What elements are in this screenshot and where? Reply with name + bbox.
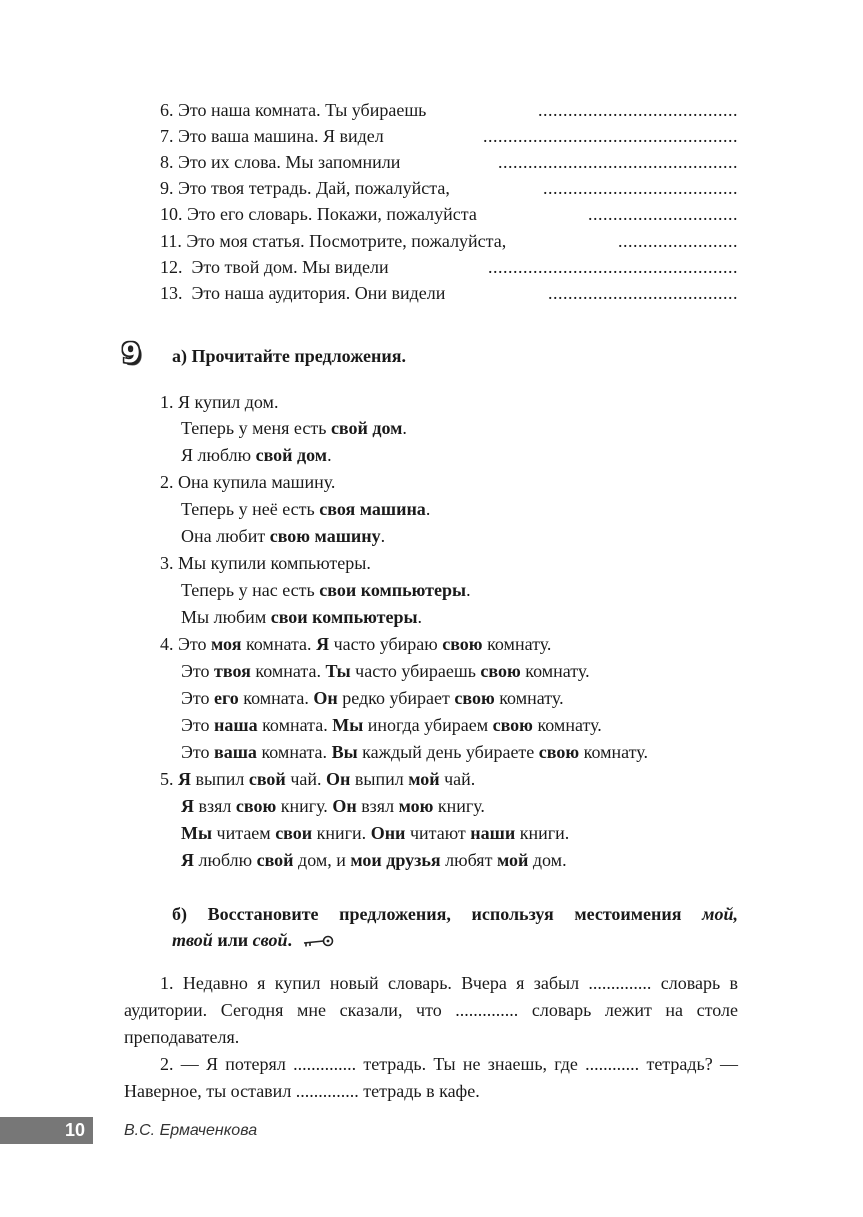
list-item: 13. Это наша аудитория. Они видели [160, 283, 446, 303]
example-line: 4. Это моя комната. Я часто убираю свою комнату. [160, 634, 552, 654]
example-line: 1. Я купил дом. [160, 392, 279, 412]
blank-dots: .............................. [588, 204, 738, 224]
list-item: 11. Это моя статья. Посмотрите, пожалуйста, [160, 231, 507, 251]
list-item: 7. Это ваша машина. Я видел [160, 126, 384, 146]
example-line: 5. Я выпил свой чай. Он выпил мой чай. [160, 769, 476, 789]
list-item: 6. Это наша комната. Ты убираешь [160, 100, 427, 120]
list-item: 12. Это твой дом. Мы видели [160, 257, 389, 277]
example-line: Я люблю свой дом, и мои друзья любят мой дом. [181, 850, 567, 870]
task-b-title: б) Восстановите предложения, используя местоимения мой, [172, 904, 739, 924]
example-line: Я люблю свой дом. [181, 445, 332, 465]
example-line: Это твоя комната. Ты часто убираешь свою комнату. [181, 661, 590, 681]
blank-dots: ...................................... [548, 283, 738, 303]
example-line: 3. Мы купили компьютеры. [160, 553, 371, 573]
list-item: 10. Это его словарь. Покажи, пожалуйста [160, 204, 477, 224]
example-line: Теперь у неё есть своя машина. [181, 499, 431, 519]
example-line: Мы любим свои компьютеры. [181, 607, 423, 627]
exercise-paragraph: 1. Недавно я купил новый словарь. Вчера я забыл .............. словарь в аудитории. Сегодня мне сказали, что .............. словарь лежит на столе преподавателя. [124, 973, 738, 1047]
example-line: Это наша комната. Мы иногда убираем свою комнату. [181, 715, 602, 735]
blank-dots: ................................................... [483, 126, 738, 146]
key-icon [302, 931, 334, 953]
example-line: Мы читаем свои книги. Они читают наши книги. [181, 823, 570, 843]
exercise-paragraph: 2. — Я потерял .............. тетрадь. Ты не знаешь, где ............ тетрадь? — Наверное, ты оставил .............. тетрадь в кафе. [124, 1054, 738, 1101]
list-item: 9. Это твоя тетрадь. Дай, пожалуйста, [160, 178, 450, 198]
task-a-title: а) Прочитайте предложения. [172, 346, 406, 366]
task-b-title-line2: твой или свой. [172, 929, 334, 953]
page-number: 10 [0, 1117, 93, 1144]
example-line: Она любит свою машину. [181, 526, 386, 546]
exercise-number-icon: 9 [121, 338, 141, 369]
example-line: Это его комната. Он редко убирает свою комнату. [181, 688, 564, 708]
example-line: Теперь у нас есть свои компьютеры. [181, 580, 471, 600]
example-line: Это ваша комната. Вы каждый день убираете свою комнату. [181, 742, 649, 762]
example-line: Теперь у меня есть свой дом. [181, 418, 407, 438]
example-line: Я взял свою книгу. Он взял мою книгу. [181, 796, 485, 816]
example-line: 2. Она купила машину. [160, 472, 336, 492]
blank-dots: .................................................. [488, 257, 738, 277]
blank-dots: ........................................ [538, 100, 738, 120]
blank-dots: ....................................... [543, 178, 738, 198]
list-item: 8. Это их слова. Мы запомнили [160, 152, 401, 172]
blank-dots: ................................................ [498, 152, 738, 172]
blank-dots: ........................ [618, 231, 738, 251]
author-name: В.С. Ермаченкова [124, 1122, 258, 1139]
